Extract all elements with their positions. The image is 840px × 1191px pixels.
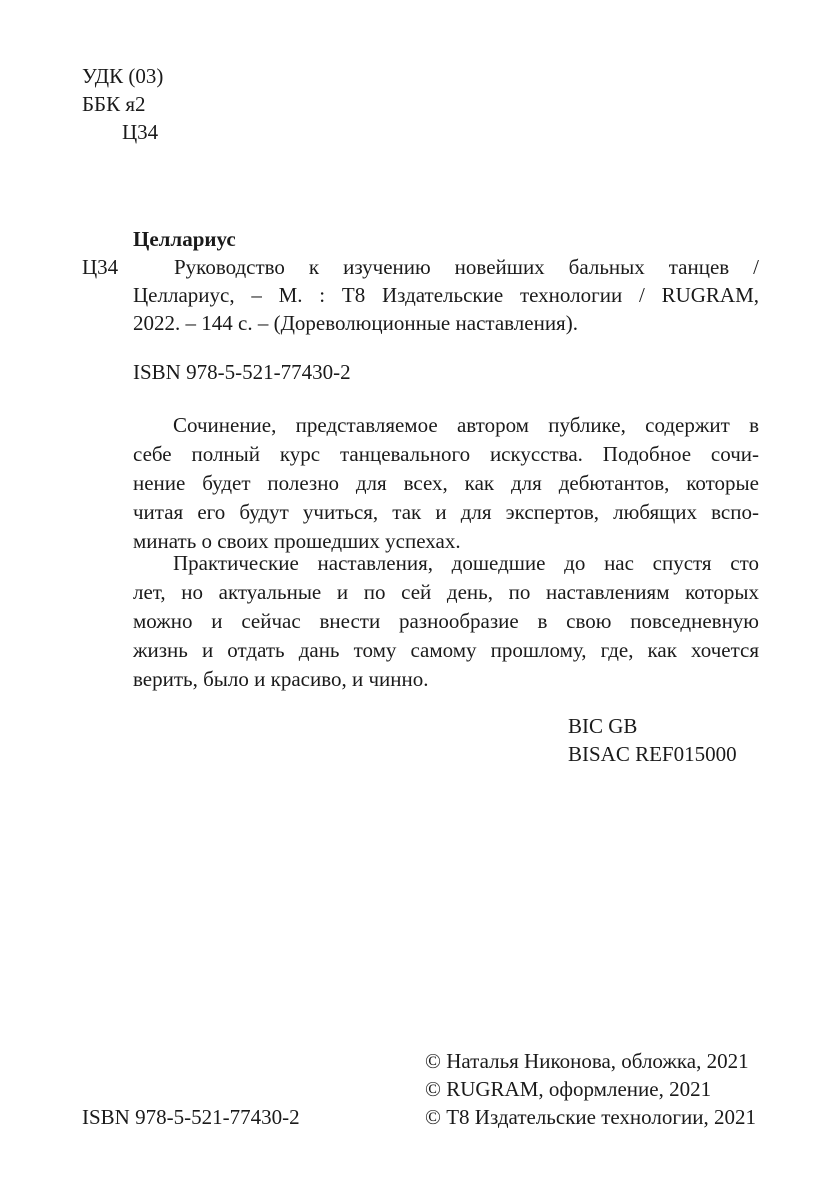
annotation-line: можно и сейчас внести разнообразие в свою повседневную: [133, 609, 759, 633]
bbk-code: ББК я2: [82, 92, 146, 116]
annotation-line: нение будет полезно для всех, как для дебютантов, которые: [133, 471, 759, 495]
author-mark-code: Ц34: [122, 120, 159, 144]
isbn-bottom: ISBN 978-5-521-77430-2: [82, 1105, 300, 1129]
annotation-paragraph-2: [133, 549, 759, 694]
bic-code: BIC GB: [568, 714, 638, 738]
copyright-line: © Т8 Издательские технологии, 2021: [425, 1105, 756, 1129]
author-name: Целлариус: [133, 227, 236, 251]
bibliography-mark: Ц34: [82, 255, 119, 279]
annotation-paragraph-1: [133, 411, 759, 556]
annotation-line: себе полный курс танцевального искусства. Подобное сочи-: [133, 442, 759, 466]
bisac-code: BISAC REF015000: [568, 742, 737, 766]
bibliography-line: Руководство к изучению новейших бальных танцев /: [174, 255, 759, 279]
annotation-line: Сочинение, представляемое автором публике, содержит в: [173, 413, 759, 437]
annotation-line: Практические наставления, дошедшие до нас спустя сто: [173, 551, 759, 575]
annotation-line: лет, но актуальные и по сей день, по наставлениям которых: [133, 580, 759, 604]
copyright-line: © RUGRAM, оформление, 2021: [425, 1077, 712, 1101]
isbn-top: ISBN 978-5-521-77430-2: [133, 360, 351, 384]
annotation-line: верить, было и красиво, и чинно.: [133, 667, 429, 691]
copyright-line: © Наталья Никонова, обложка, 2021: [425, 1049, 749, 1073]
bibliography-line: Целлариус, – М. : Т8 Издательские технологии / RUGRAM,: [133, 283, 759, 307]
annotation-line: минать о своих прошедших успехах.: [133, 529, 461, 553]
annotation-line: читая его будут учиться, так и для экспертов, любящих вспо-: [133, 500, 759, 524]
udk-code: УДК (03): [82, 64, 164, 88]
annotation-line: жизнь и отдать дань тому самому прошлому, где, как хочется: [133, 638, 759, 662]
bibliography-line: 2022. – 144 с. – (Дореволюционные наставления).: [133, 311, 578, 335]
